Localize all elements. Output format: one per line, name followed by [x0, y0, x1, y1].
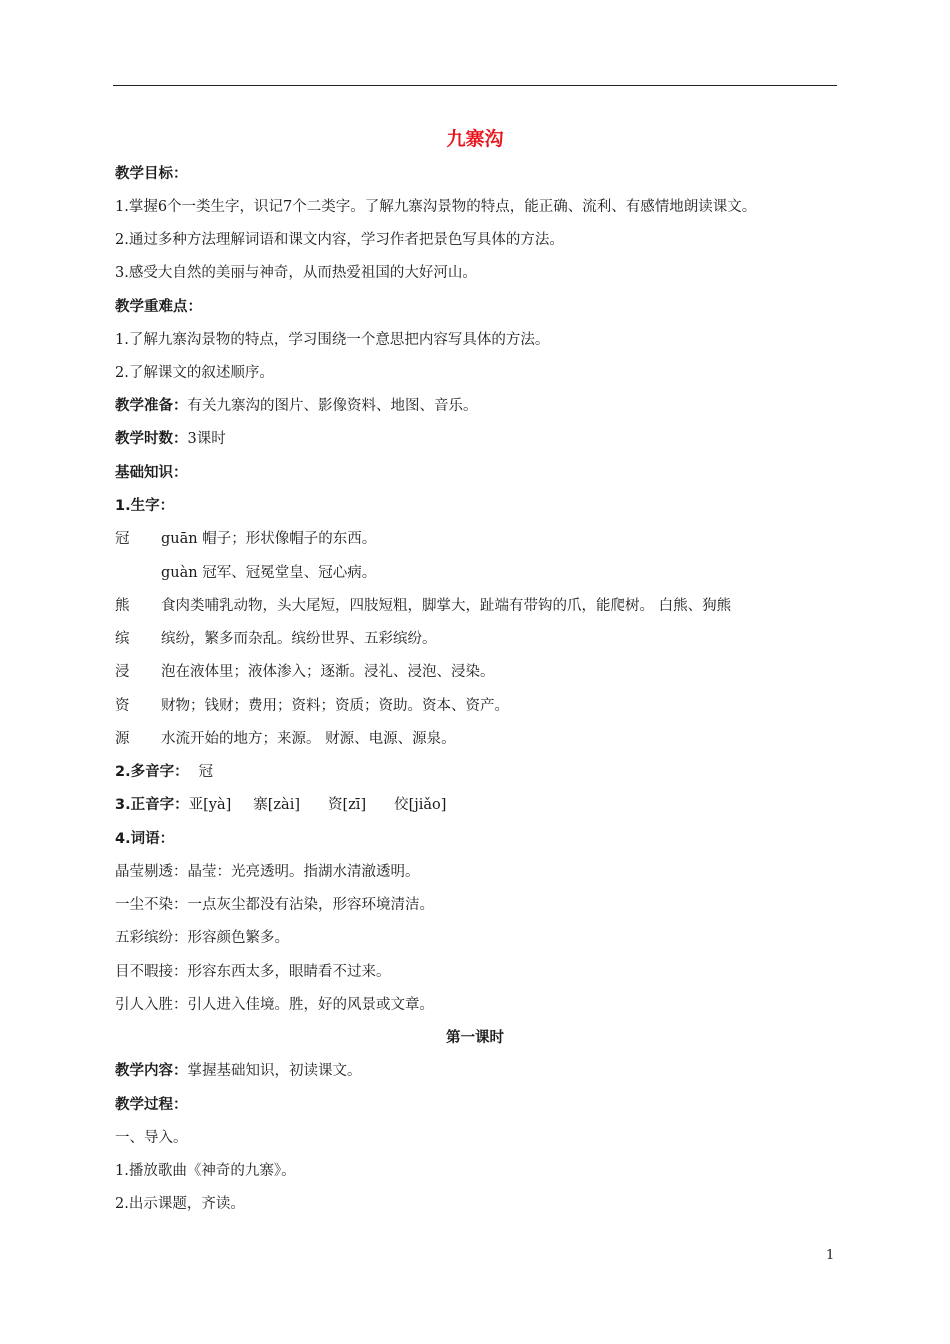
- shengzi-heading: 1.生字：: [115, 498, 175, 514]
- goals-heading: 教学目标：: [115, 166, 188, 182]
- lesson-heading: 第一课时: [446, 1030, 504, 1046]
- hours-line: 教学时数：3课时: [115, 431, 226, 447]
- header-rule: [113, 85, 837, 86]
- key-point-item: 2.了解课文的叙述顺序。: [115, 365, 274, 381]
- key-points-heading: 教学重难点：: [115, 299, 202, 315]
- document-title: 九寨沟: [446, 128, 504, 150]
- duoyin-line: 2.多音字： 冠: [115, 764, 214, 780]
- ciyu-heading: 4.词语：: [115, 831, 175, 847]
- page-number: 1: [826, 1248, 835, 1263]
- goal-item: 3.感受大自然的美丽与神奇，从而热爱祖国的大好河山。: [115, 265, 477, 281]
- process-step: 一、导入。: [115, 1130, 188, 1146]
- shengzi-row: 浸 泡在液体里；液体渗入；逐渐。浸礼、浸泡、浸染。: [115, 664, 495, 680]
- ciyu-item: 目不暇接：形容东西太多，眼睛看不过来。: [115, 964, 391, 980]
- prep-line: 教学准备：有关九寨沟的图片、影像资料、地图、音乐。: [115, 398, 478, 414]
- process-heading: 教学过程：: [115, 1097, 188, 1113]
- ciyu-item: 五彩缤纷：形容颜色繁多。: [115, 930, 289, 946]
- shengzi-row-guan-2: guàn 冠军、冠冕堂皇、冠心病。: [161, 565, 377, 581]
- lesson-content-line: 教学内容：掌握基础知识，初读课文。: [115, 1063, 362, 1079]
- goal-item: 1.掌握6个一类生字，识记7个二类字。了解九寨沟景物的特点，能正确、流利、有感情地朗读课文。: [115, 199, 757, 215]
- process-step: 1.播放歌曲《神奇的九寨》。: [115, 1163, 296, 1179]
- ciyu-item: 引人入胜：引人进入佳境。胜，好的风景或文章。: [115, 997, 434, 1013]
- basics-heading: 基础知识：: [115, 465, 188, 481]
- ciyu-item: 晶莹剔透：晶莹：光亮透明。指湖水清澈透明。: [115, 864, 420, 880]
- key-point-item: 1.了解九寨沟景物的特点，学习围绕一个意思把内容写具体的方法。: [115, 332, 550, 348]
- goal-item: 2.通过多种方法理解词语和课文内容，学习作者把景色写具体的方法。: [115, 232, 564, 248]
- shengzi-row: 熊 食肉类哺乳动物，头大尾短，四肢短粗，脚掌大，趾端有带钩的爪，能爬树。 白熊、狗熊: [115, 598, 732, 614]
- zhengyin-line: 3.正音字：亚[yà] 寨[zài] 资[zī] 佼[jiǎo]: [115, 797, 447, 813]
- process-step: 2.出示课题，齐读。: [115, 1196, 245, 1212]
- shengzi-row: 资 财物；钱财；费用；资料；资质；资助。资本、资产。: [115, 698, 509, 714]
- ciyu-item: 一尘不染：一点灰尘都没有沾染，形容环境清洁。: [115, 897, 434, 913]
- shengzi-row-guan: 冠 guān 帽子；形状像帽子的东西。: [115, 531, 377, 547]
- shengzi-row: 缤 缤纷，繁多而杂乱。缤纷世界、五彩缤纷。: [115, 631, 437, 647]
- shengzi-row: 源 水流开始的地方；来源。 财源、电源、源泉。: [115, 731, 456, 747]
